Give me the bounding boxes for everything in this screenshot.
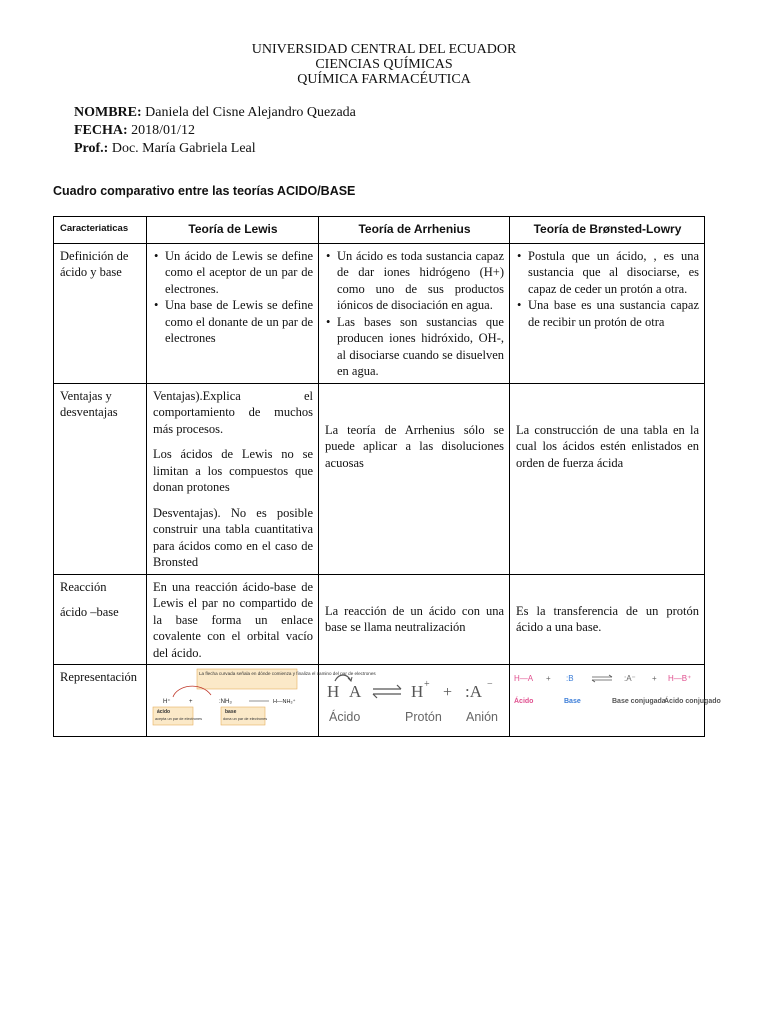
student-info <box>74 104 356 158</box>
arr-label-acid: Ácido <box>329 710 361 724</box>
header-characteristics: Caracteriaticas <box>54 217 147 244</box>
list-item: • Las bases son sustancias que producen iones hidróxido, OH-, al disociarse cuando se disuelven en agua. <box>335 314 504 380</box>
cell-rep-arrhenius <box>319 665 510 737</box>
header-lewis: Teoría de Lewis <box>147 217 319 244</box>
label-definition: Definición de ácido y base <box>54 243 147 383</box>
name-label: NOMBRE: <box>74 105 142 120</box>
lewis-h-plus: H⁺ <box>163 699 171 705</box>
university-name: UNIVERSIDAD CENTRAL DEL ECUADOR <box>251 42 517 57</box>
cell-def-lewis <box>147 243 319 383</box>
cell-adv-bronsted: La construcción de una tabla en la cual los ácidos estén enlistados en orden de fuerza ácida <box>510 383 705 574</box>
arr-h: H <box>327 682 340 701</box>
cell-adv-lewis <box>147 383 319 574</box>
bronsted-reaction-figure <box>512 667 721 729</box>
cell-react-arrhenius: La reacción de un ácido con una base se llama neutralización <box>319 574 510 665</box>
header-arrhenius: Teoría de Arrhenius <box>319 217 510 244</box>
br-ha: H—A <box>514 674 534 683</box>
label-advantages: Ventajas y desventajas <box>54 383 147 574</box>
cell-def-bronsted <box>510 243 705 383</box>
arr-label-anion: Anión <box>466 710 498 724</box>
cell-rep-lewis <box>147 665 376 737</box>
lewis-acid-label: ácido <box>157 709 171 715</box>
arr-hplus: H <box>411 682 424 701</box>
br-b: :B <box>566 674 574 683</box>
br-label-cbase: Base conjugada <box>612 698 666 705</box>
arr-anion: :A <box>465 682 482 701</box>
faculty-name: CIENCIAS QUÍMICAS <box>315 57 453 72</box>
arr-plus: + <box>443 684 453 701</box>
lewis-plus: + <box>189 699 193 705</box>
prof-value: Doc. María Gabriela Leal <box>108 141 256 156</box>
arr-label-proton: Protón <box>405 710 442 724</box>
lewis-product: H—NH₃⁺ <box>273 699 296 705</box>
row-representation <box>54 665 705 737</box>
paragraph: Ventajas).Explica el comportamiento de muchos más procesos. <box>153 388 313 436</box>
arr-a: A <box>349 682 362 701</box>
br-plus1: + <box>546 674 551 683</box>
date-line <box>74 122 356 140</box>
table-caption: Cuadro comparativo entre las teorías ACIDO/BASE <box>53 184 356 198</box>
list-def-bronsted <box>516 248 699 331</box>
row-reaction <box>54 574 705 665</box>
header-row <box>54 217 705 244</box>
date-label: FECHA: <box>74 123 128 138</box>
list-item: • Postula que un ácido, , es una sustancia que al disociarse, es capaz de ceder un protón a otra. <box>526 248 699 298</box>
label-reaction-2: ácido –base <box>60 605 119 619</box>
name-value: Daniela del Cisne Alejandro Quezada <box>141 105 356 120</box>
list-item: • Un ácido es toda sustancia capaz de dar iones hidrógeno (H+) como uno de sus productos iónicos de disociación en agua. <box>335 248 504 314</box>
br-label-base: Base <box>564 698 581 705</box>
lewis-box-text: La flecha curvada señala en dónde comienza y finaliza el camino del par de electrones <box>199 671 376 676</box>
paragraph: Desventajas). No es posible construir una tabla cuantitativa para ácidos como en el caso de Bronsted <box>153 505 313 569</box>
list-item: • Un ácido de Lewis se define como el aceptor de un par de electrones. <box>163 248 313 298</box>
br-plus2: + <box>652 674 657 683</box>
lewis-base-desc: dona un par de electrones <box>223 717 268 721</box>
lewis-acid-desc: acepta un par de electrones <box>155 717 203 721</box>
list-def-arrhenius <box>325 248 504 380</box>
svg-text:+: + <box>424 679 430 690</box>
br-a: :A⁻ <box>624 674 636 683</box>
lewis-reaction-figure <box>149 667 376 729</box>
cell-def-arrhenius <box>319 243 510 383</box>
arrhenius-reaction-figure <box>321 667 506 729</box>
cell-react-lewis: En una reacción ácido-base de Lewis el par no compartido de la base forma un enlace covalente con el orbital vacío del ácido. <box>147 574 319 665</box>
lewis-base-label: base <box>225 709 237 715</box>
list-def-lewis <box>153 248 313 347</box>
label-reaction-1: Reacción <box>60 579 107 594</box>
comparison-table <box>53 216 721 737</box>
list-item: • Una base es una sustancia capaz de recibir un protón de otra <box>526 297 699 330</box>
lewis-nh3: :NH₃ <box>219 699 232 705</box>
cell-react-bronsted: Es la transferencia de un protón ácido a una base. <box>510 574 705 665</box>
row-definition <box>54 243 705 383</box>
br-label-acid: Ácido <box>514 698 534 705</box>
paragraph: Los ácidos de Lewis no se limitan a los compuestos que donan protones <box>153 447 313 494</box>
date-value: 2018/01/12 <box>127 123 195 138</box>
name-line <box>74 104 356 122</box>
label-representation: Representación <box>54 665 147 737</box>
br-label-cacid: Ácido conjugado <box>664 698 721 705</box>
prof-line <box>74 140 356 158</box>
career-name: QUÍMICA FARMACÉUTICA <box>297 72 471 87</box>
document-header <box>0 42 768 87</box>
row-advantages <box>54 383 705 574</box>
label-reaction <box>54 574 147 665</box>
list-item: • Una base de Lewis se define como el donante de un par de electrones <box>163 297 313 347</box>
br-hb: H—B⁺ <box>668 674 692 683</box>
cell-adv-arrhenius: La teoría de Arrhenius sólo se puede aplicar a las disoluciones acuosas <box>319 383 510 574</box>
svg-text:−: − <box>487 679 493 690</box>
cell-rep-bronsted <box>510 665 721 737</box>
header-bronsted: Teoría de Brønsted-Lowry <box>510 217 705 244</box>
prof-label: Prof.: <box>74 141 109 156</box>
